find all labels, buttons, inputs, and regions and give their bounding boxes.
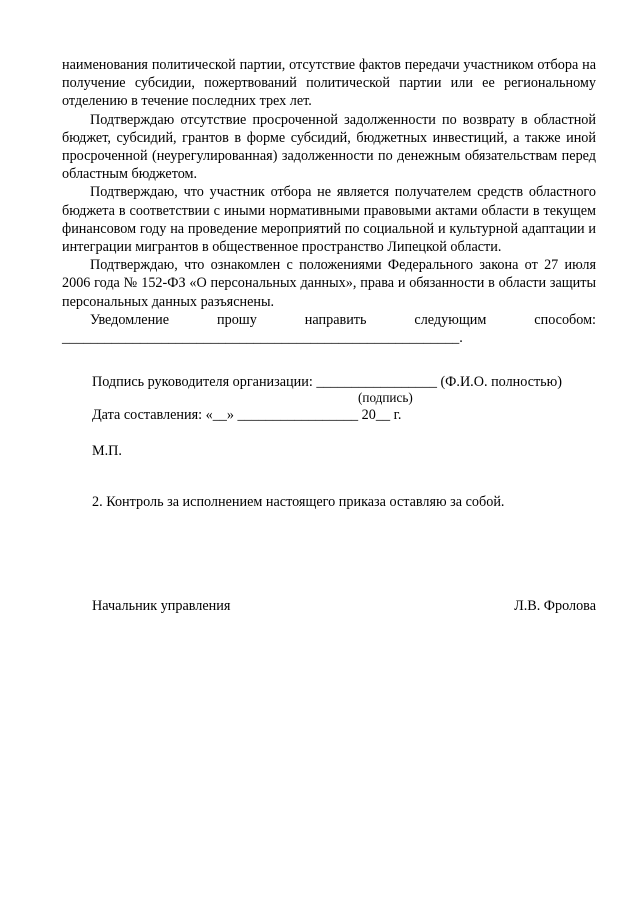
date-line: Дата составления: «__» _________________ 20__ г. [92,407,402,424]
stamp-placeholder: М.П. [92,443,122,459]
document-body [62,56,596,347]
paragraph-no-debt: Подтверждаю отсутствие просроченной задолженности по возврату в областной бюджет, субсидий, грантов в форме субсидий, бюджетных инвестиций, а также иной просроченной (неурегулированная) задолженности по денежным обязательствам перед областным бюджетом. [62,111,596,183]
paragraph-not-recipient: Подтверждаю, что участник отбора не является получателем средств областного бюджета в соответствии с иными нормативными правовыми актами области в текущем финансовом году на проведение мероприятий по социальной и культурной адаптации и интеграции мигрантов в общественное пространство Липецкой области. [62,184,596,256]
paragraph-party-donations: наименования политической партии, отсутствие фактов передачи участником отбора на получение субсидии, пожертвований политической партии или ее региональному отделению в течение последних трех лет. [62,57,596,110]
signature-line: Подпись руководителя организации: _________________ (Ф.И.О. полностью) [92,374,562,390]
paragraph-personal-data: Подтверждаю, что ознакомлен с положениями Федерального закона от 27 июля 2006 года № 152-ФЗ «О персональных данных», права и обязанности в области защиты персональных данных разъяснены. [62,257,596,310]
signature-block [92,373,596,424]
signature-sublabel: (подпись) [358,390,413,405]
control-clause: 2. Контроль за исполнением настоящего приказа оставляю за собой. [92,494,505,510]
signer-name: Л.В. Фролова [514,598,596,614]
signer-position: Начальник управления [92,598,231,614]
paragraph-notification: Уведомление прошу направить следующим способом: [90,311,596,328]
notification-blank-line: ________________________________________________________. [62,330,463,347]
